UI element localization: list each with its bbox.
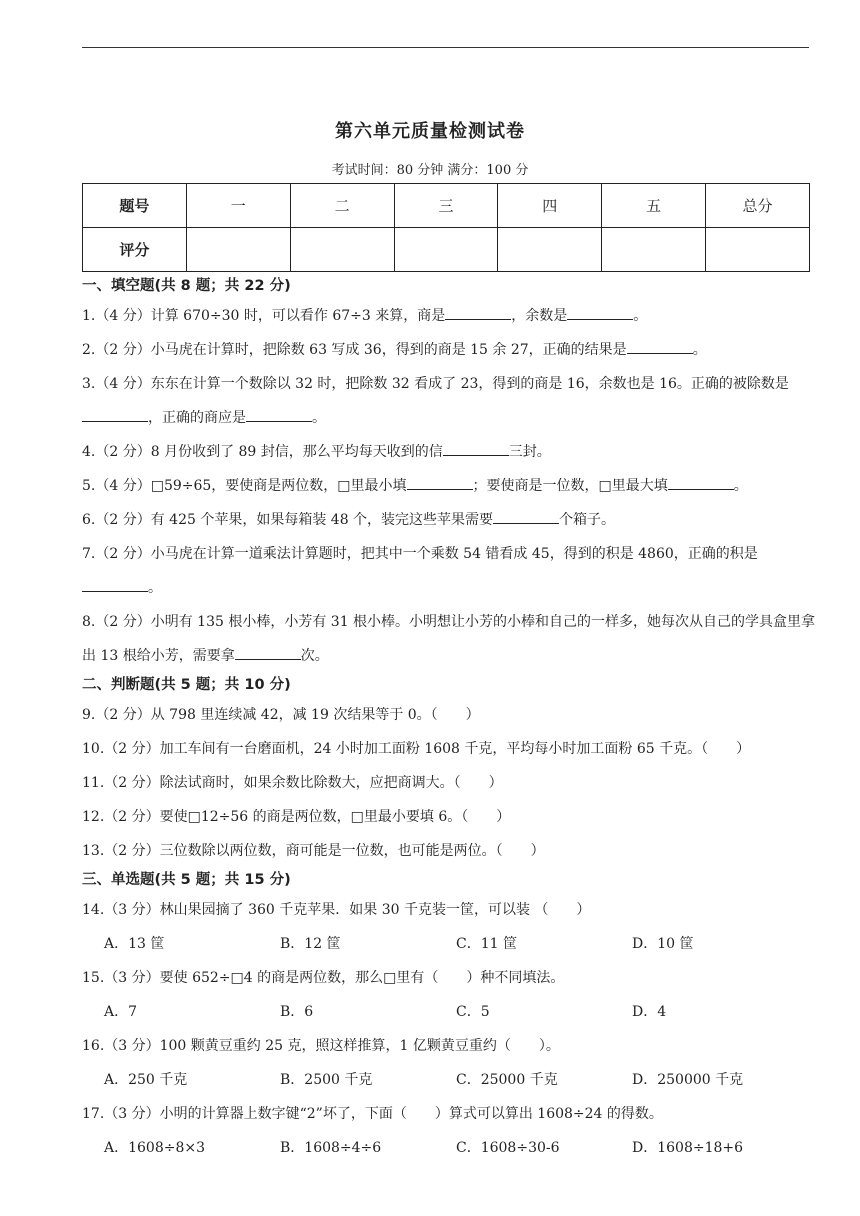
answer-blank[interactable] (443, 441, 509, 456)
score-cell: 二 (290, 184, 394, 228)
score-table-header-row (83, 184, 810, 228)
score-cell: 评分 (83, 228, 187, 272)
answer-blank[interactable] (493, 509, 559, 524)
question-5: 5.（4 分）□59÷65，要使商是两位数，□里最小填 ；要使商是一位数，□里最大填 。 (82, 469, 817, 503)
score-input-cell[interactable] (290, 228, 394, 272)
answer-blank[interactable] (567, 305, 633, 320)
question-3: 3.（4 分）东东在计算一个数除以 32 时，把除数 32 看成了 23，得到的商是 16，余数也是 16。正确的被除数是，正确的商应是 。 (82, 376, 789, 426)
option-a[interactable]: A．250 千克 (104, 1072, 188, 1088)
page-title: 第六单元质量检测试卷 (335, 121, 525, 142)
option-a[interactable]: A．7 (104, 1004, 138, 1020)
question-9: 9.（2 分）从 798 里连续减 42，减 19 次结果等于 0。（ ） (82, 707, 480, 723)
options-15 (82, 995, 817, 1029)
question-2: 2.（2 分）小马虎在计算时，把除数 63 写成 36，得到的商是 15 余 27，正确的结果是 。 (82, 333, 817, 367)
options-17 (82, 1131, 817, 1165)
options-16 (82, 1063, 817, 1097)
question-10: 10.（2 分）加工车间有一台磨面机，24 小时加工面粉 1608 千克，平均每小时加工面粉 65 千克。（ ） (82, 741, 751, 757)
score-input-cell[interactable] (394, 228, 498, 272)
answer-blank[interactable] (627, 339, 693, 354)
answer-blank[interactable] (82, 407, 148, 422)
score-cell: 四 (498, 184, 602, 228)
answer-blank[interactable] (246, 407, 312, 422)
section-heading-choice: 三、单选题(共 5 题；共 15 分) (82, 872, 291, 888)
option-d[interactable]: D．10 筐 (632, 936, 694, 952)
question-15: 15.（3 分）要使 652÷□4 的商是两位数，那么□里有（ ）种不同填法。 (82, 970, 565, 986)
exam-info: 考试时间：80 分钟 满分：100 分 (331, 163, 529, 178)
option-c[interactable]: C．1608÷30-6 (456, 1140, 560, 1156)
score-cell: 总分 (706, 184, 810, 228)
option-b[interactable]: B．1608÷4÷6 (280, 1140, 382, 1156)
question-17: 17.（3 分）小明的计算器上数字键“2”坏了，下面（ ）算式可以算出 1608÷24 的得数。 (82, 1106, 663, 1122)
score-cell: 一 (186, 184, 290, 228)
question-12: 12.（2 分）要使□12÷56 的商是两位数，□里最小要填 6。（ ） (82, 809, 511, 825)
options-14 (82, 927, 817, 961)
section-heading-judge: 二、判断题(共 5 题；共 10 分) (82, 677, 291, 693)
section-heading-fill: 一、填空题(共 8 题；共 22 分) (82, 278, 291, 294)
option-b[interactable]: B．12 筐 (280, 936, 341, 952)
option-a[interactable]: A．1608÷8×3 (104, 1140, 206, 1156)
score-table-score-row (83, 228, 810, 272)
score-cell: 题号 (83, 184, 187, 228)
question-7: 7.（2 分）小马虎在计算一道乘法计算题时，把其中一个乘数 54 错看成 45，得到的积是 4860，正确的积是。 (82, 546, 758, 596)
question-11: 11.（2 分）除法试商时，如果余数比除数大，应把商调大。（ ） (82, 775, 503, 791)
option-c[interactable]: C．5 (456, 1004, 490, 1020)
answer-blank[interactable] (235, 645, 301, 660)
question-content (82, 274, 817, 1165)
score-input-cell[interactable] (186, 228, 290, 272)
option-d[interactable]: D．1608÷18+6 (632, 1140, 744, 1156)
question-1: 1.（4 分）计算 670÷30 时，可以看作 67÷3 来算，商是 ，余数是 。 (82, 299, 817, 333)
score-cell: 五 (602, 184, 706, 228)
header-rule (82, 47, 809, 48)
score-input-cell[interactable] (602, 228, 706, 272)
question-4: 4.（2 分）8 月份收到了 89 封信，那么平均每天收到的信 三封。 (82, 435, 817, 469)
answer-blank[interactable] (407, 475, 473, 490)
option-b[interactable]: B．6 (280, 1004, 314, 1020)
score-input-cell[interactable] (706, 228, 810, 272)
question-14: 14.（3 分）林山果园摘了 360 千克苹果．如果 30 千克装一筐，可以装 （ ） (82, 902, 591, 918)
score-table (82, 183, 810, 272)
score-cell: 三 (394, 184, 498, 228)
question-8: 8.（2 分）小明有 135 根小棒，小芳有 31 根小棒。小明想让小芳的小棒和自己的一样多，她每次从自己的学具盒里拿出 13 根给小芳，需要拿 次。 (82, 614, 816, 664)
option-b[interactable]: B．2500 千克 (280, 1072, 373, 1088)
answer-blank[interactable] (82, 577, 148, 592)
answer-blank[interactable] (445, 305, 511, 320)
option-a[interactable]: A．13 筐 (104, 936, 165, 952)
question-16: 16.（3 分）100 颗黄豆重约 25 克，照这样推算，1 亿颗黄豆重约（ ）。 (82, 1038, 560, 1054)
option-d[interactable]: D．4 (632, 1004, 667, 1020)
question-13: 13.（2 分）三位数除以两位数，商可能是一位数，也可能是两位。（ ） (82, 843, 545, 859)
answer-blank[interactable] (668, 475, 734, 490)
option-c[interactable]: C．11 筐 (456, 936, 517, 952)
option-c[interactable]: C．25000 千克 (456, 1072, 558, 1088)
option-d[interactable]: D．250000 千克 (632, 1072, 744, 1088)
question-6: 6.（2 分）有 425 个苹果，如果每箱装 48 个，装完这些苹果需要 个箱子。 (82, 503, 817, 537)
score-input-cell[interactable] (498, 228, 602, 272)
